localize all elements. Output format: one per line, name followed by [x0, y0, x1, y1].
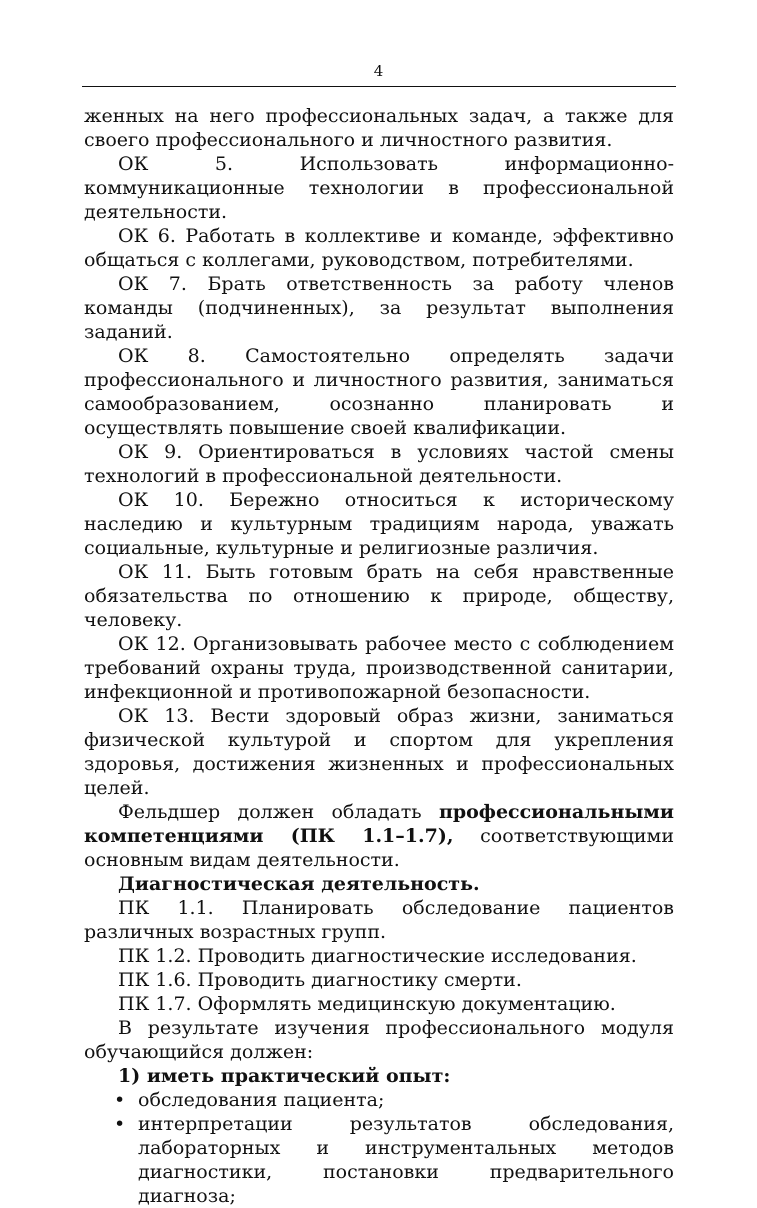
experience-heading: 1) иметь практический опыт: [118, 1065, 451, 1087]
competency-ok7: ОК 7. Брать ответственность за работу членов команды (подчиненных), за результат выполнения заданий. [84, 273, 674, 343]
pk-intro-post: соответствующими основным видам деятельности. [84, 825, 674, 871]
competency-pk17: ПК 1.7. Оформлять медицинскую документацию. [118, 993, 616, 1015]
page-number: 4 [373, 62, 384, 80]
bullet-item: • интерпретации результатов обследования, лабораторных и инструментальных методов диагностики, постановки предварительного диагноза; [84, 1112, 674, 1208]
competency-ok8: ОК 8. Самостоятельно определять задачи профессионального и личностного развития, заниматься самообразованием, осознанно планировать и осуществлять повышение своей квалификации. [84, 345, 674, 439]
competency-ok12: ОК 12. Организовывать рабочее место с соблюдением требований охраны труда, производственной санитарии, инфекционной и противопожарной безопасности. [84, 633, 674, 703]
paragraph-continuation: женных на него профессиональных задач, а также для своего профессионального и личностного развития. [84, 105, 674, 151]
competency-pk16: ПК 1.6. Проводить диагностику смерти. [118, 969, 522, 991]
competency-ok10: ОК 10. Бережно относиться к историческому наследию и культурным традициям народа, уважать социальные, культурные и религиозные различия. [84, 489, 674, 559]
competency-ok9: ОК 9. Ориентироваться в условиях частой смены технологий в профессиональной деятельности. [84, 441, 674, 487]
pk-intro-bold: профессиональными компетенциями (ПК 1.1–1.7), [84, 801, 674, 847]
competency-ok6: ОК 6. Работать в коллективе и команде, эффективно общаться с коллегами, руководством, потребителями. [84, 225, 674, 271]
pk-intro-pre: Фельдшер должен обладать [118, 801, 439, 823]
bullet-item: • обследования пациента; [84, 1088, 674, 1112]
competency-ok13: ОК 13. Вести здоровый образ жизни, заниматься физической культурой и спортом для укрепления здоровья, достижения жизненных и профессиональных целей. [84, 705, 674, 799]
header-rule [82, 86, 676, 87]
page-body [84, 104, 674, 1208]
competency-pk11: ПК 1.1. Планировать обследование пациентов различных возрастных групп. [84, 897, 674, 943]
result-intro: В результате изучения профессионального модуля обучающийся должен: [84, 1017, 674, 1063]
competency-pk12: ПК 1.2. Проводить диагностические исследования. [118, 945, 637, 967]
pk-intro-paragraph [84, 800, 674, 872]
competency-ok5: ОК 5. Использовать информационно-коммуникационные технологии в профессиональной деятельности. [84, 153, 674, 223]
competency-ok11: ОК 11. Быть готовым брать на себя нравственные обязательства по отношению к природе, обществу, человеку. [84, 561, 674, 631]
diagnostic-heading: Диагностическая деятельность. [118, 873, 480, 895]
